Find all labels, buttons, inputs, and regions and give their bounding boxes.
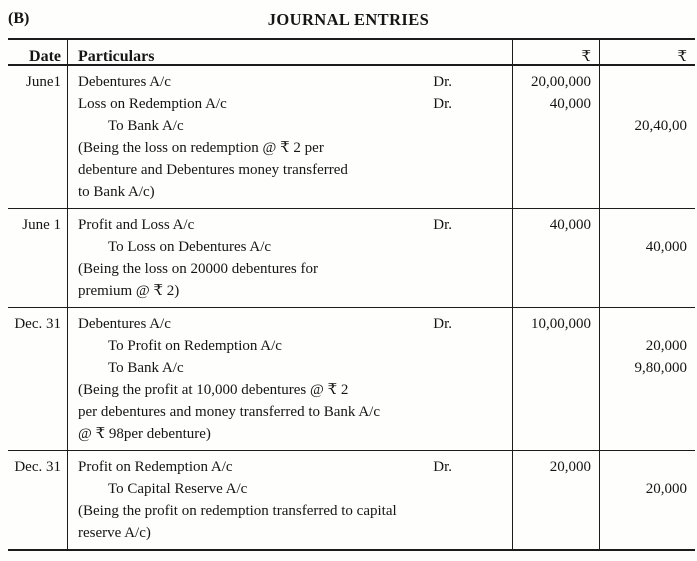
entry-debit-cell (513, 308, 600, 450)
entry-debit-cell (513, 66, 600, 208)
entry-particulars-cell (68, 308, 513, 450)
particulars-line (78, 280, 512, 302)
entry-date-cell (8, 209, 68, 307)
particulars-line (78, 379, 512, 401)
particulars-text: premium @ ₹ 2) (78, 283, 180, 299)
debit-amount: 20,00,000 (531, 74, 591, 90)
entry-particulars-cell (68, 451, 513, 549)
entry-date: Dec. 31 (14, 316, 61, 332)
particulars-line (78, 478, 512, 500)
debit-amount (513, 357, 591, 379)
particulars-text: debenture and Debentures money transferred (78, 162, 348, 178)
particulars-text: Profit on Redemption A/c (78, 459, 233, 475)
particulars-line (78, 258, 512, 280)
debit-amount (513, 379, 591, 401)
debit-amount (513, 335, 591, 357)
dr-label: Dr. (433, 316, 452, 332)
particulars-line (78, 159, 512, 181)
particulars-text: per debentures and money transferred to Bank A/c (78, 404, 380, 420)
particulars-text: Debentures A/c (78, 316, 171, 332)
table-body (8, 66, 695, 549)
entry-credit-cell (600, 451, 695, 549)
credit-amount (600, 137, 687, 159)
particulars-line (78, 423, 512, 445)
particulars-text: (Being the loss on 20000 debentures for (78, 261, 318, 277)
particulars-text: Profit and Loss A/c (78, 217, 195, 233)
credit-amount: 20,000 (645, 481, 687, 497)
dr-label: Dr. (433, 459, 452, 475)
particulars-text: to Bank A/c) (78, 184, 155, 200)
particulars-text: (Being the profit on redemption transferred to capital (78, 503, 397, 519)
debit-amount (513, 423, 591, 445)
credit-amount (600, 181, 687, 203)
particulars-line (78, 214, 512, 236)
debit-amount (513, 115, 591, 137)
particulars-text: To Capital Reserve A/c (108, 481, 248, 497)
debit-amount (513, 500, 591, 522)
particulars-line (78, 335, 512, 357)
particulars-text: Loss on Redemption A/c (78, 96, 227, 112)
debit-amount (513, 236, 591, 258)
debit-amount (513, 522, 591, 544)
credit-amount (600, 379, 687, 401)
particulars-text: (Being the profit at 10,000 debentures @ ₹ 2 (78, 382, 349, 398)
column-header-particulars: Particulars (68, 40, 513, 64)
debit-amount: 10,00,000 (531, 316, 591, 332)
credit-amount: 40,000 (645, 239, 687, 255)
credit-amount (600, 423, 687, 445)
page-title: JOURNAL ENTRIES (267, 10, 430, 29)
credit-amount (600, 401, 687, 423)
particulars-line (78, 93, 512, 115)
debit-amount (513, 401, 591, 423)
particulars-text: To Bank A/c (108, 360, 184, 376)
particulars-line (78, 71, 512, 93)
particulars-line (78, 181, 512, 203)
particulars-line (78, 522, 512, 544)
credit-amount (600, 93, 687, 115)
particulars-line (78, 137, 512, 159)
entry-date: June 1 (22, 217, 61, 233)
particulars-line (78, 357, 512, 379)
journal-entries-table (8, 38, 695, 551)
debit-amount (513, 478, 591, 500)
journal-entry-row (8, 308, 695, 451)
particulars-line (78, 456, 512, 478)
section-label: (B) (8, 10, 30, 27)
debit-amount: 40,000 (549, 217, 591, 233)
entry-date-cell (8, 66, 68, 208)
credit-amount (600, 500, 687, 522)
particulars-line (78, 313, 512, 335)
credit-amount (600, 456, 687, 478)
credit-amount (600, 214, 687, 236)
credit-amount (600, 71, 687, 93)
particulars-text: To Profit on Redemption A/c (108, 338, 282, 354)
debit-amount: 40,000 (549, 96, 591, 112)
credit-amount: 9,80,000 (634, 360, 687, 376)
debit-amount (513, 258, 591, 280)
entry-date: June1 (26, 74, 61, 90)
debit-amount: 20,000 (549, 459, 591, 475)
column-header-debit-rupee: ₹ (513, 40, 600, 64)
particulars-text: To Loss on Debentures A/c (108, 239, 272, 255)
credit-amount (600, 159, 687, 181)
particulars-text: @ ₹ 98per debenture) (78, 426, 211, 442)
dr-label: Dr. (433, 217, 452, 233)
credit-amount: 20,000 (645, 338, 687, 354)
particulars-text: (Being the loss on redemption @ ₹ 2 per (78, 140, 324, 156)
entry-credit-cell (600, 308, 695, 450)
entry-date: Dec. 31 (14, 459, 61, 475)
debit-amount (513, 159, 591, 181)
entry-debit-cell (513, 451, 600, 549)
column-header-date: Date (8, 40, 68, 64)
credit-amount (600, 522, 687, 544)
table-header-row (8, 40, 695, 66)
credit-amount (600, 258, 687, 280)
credit-amount (600, 313, 687, 335)
entry-particulars-cell (68, 209, 513, 307)
journal-entry-row (8, 451, 695, 549)
particulars-line (78, 236, 512, 258)
particulars-text: To Bank A/c (108, 118, 184, 134)
debit-amount (513, 280, 591, 302)
particulars-text: reserve A/c) (78, 525, 151, 541)
debit-amount (513, 137, 591, 159)
dr-label: Dr. (433, 74, 452, 90)
particulars-line (78, 500, 512, 522)
entry-date-cell (8, 451, 68, 549)
entry-particulars-cell (68, 66, 513, 208)
dr-label: Dr. (433, 96, 452, 112)
journal-entry-row (8, 209, 695, 308)
column-header-credit-rupee: ₹ (677, 49, 687, 65)
page-heading (0, 0, 697, 38)
credit-amount: 20,40,00 (634, 118, 687, 134)
particulars-text: Debentures A/c (78, 74, 171, 90)
journal-entry-row (8, 66, 695, 209)
entry-date-cell (8, 308, 68, 450)
entry-debit-cell (513, 209, 600, 307)
credit-amount (600, 280, 687, 302)
entry-credit-cell (600, 209, 695, 307)
entry-credit-cell (600, 66, 695, 208)
particulars-line (78, 401, 512, 423)
particulars-line (78, 115, 512, 137)
debit-amount (513, 181, 591, 203)
